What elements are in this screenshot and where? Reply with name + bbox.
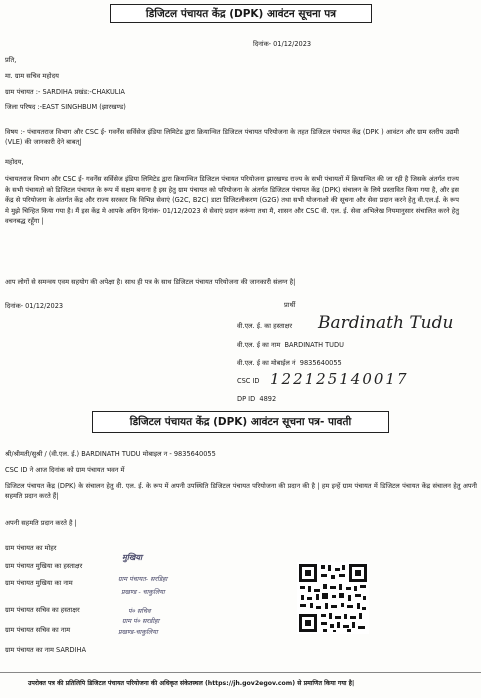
vle-mobile bbox=[237, 359, 342, 368]
subject: विषय :- पंचायतराज विभाग और CSC ई- गवर्नेंस सर्विसेज इंडिया लिमिटेड द्वारा क्रियान्वित डिजिटल पंचायत परियोजना के तहत डिजिटल पंचायत केंद्र (DPK ) आवंटन और ग्राम स्तरीय उद्यमी (VLE) की जानकारी देने बाबत्| bbox=[5, 128, 459, 147]
vle-name-value: BARDINATH TUDU bbox=[284, 341, 344, 349]
document-title bbox=[110, 4, 372, 23]
csc-id-value: 122125140017 bbox=[270, 370, 409, 388]
mukhiya-name-label: ग्राम पंचायत मुखिया का नाम bbox=[5, 579, 73, 587]
prati: प्रति, bbox=[5, 56, 17, 64]
seal-label: ग्राम पंचायत का मोहर bbox=[5, 544, 57, 552]
vle-sign-label: वी.एल. ई. का हस्ताक्षर bbox=[237, 322, 293, 330]
gp-name: ग्राम पंचायत का नाम SARDIHA bbox=[5, 646, 86, 654]
dp-id bbox=[237, 395, 276, 404]
stamp-sachiv: पं० सचिव bbox=[128, 607, 151, 615]
cooperation-line: आप लोगों से समन्वय एवम सहयोग की अपेक्षा है। साथ ही पत्र के साथ डिजिटल पंचायत परियोजना की जानकारी संलग्न है| bbox=[5, 278, 296, 286]
addressee-line-3: जिला परिषद :-EAST SINGHBUM (झारखण्ड) bbox=[5, 103, 126, 111]
vle-signature: Bardinath Tudu bbox=[318, 313, 454, 333]
stamp-block-chakulia-2: प्रखण्ड-चाकुलिया bbox=[118, 628, 158, 636]
vle-mobile-value: 9835640055 bbox=[299, 359, 342, 367]
addressee-line-1: मा. ग्राम सचिव महोदय bbox=[5, 72, 59, 80]
stamp-block-chakulia: प्रखण्ड - चाकुलिया bbox=[121, 588, 165, 596]
date-top: दिनांक- 01/12/2023 bbox=[253, 40, 312, 48]
mukhiya-sign-label: ग्राम पंचायत मुखिया का हस्ताक्षर bbox=[5, 562, 83, 570]
footer-divider bbox=[0, 672, 481, 673]
dp-id-value: 4892 bbox=[259, 395, 277, 403]
letter-body: पंचायतराज विभाग और CSC ई- गवर्नेंस सर्विसेज इंडिया लिमिटेड द्वारा क्रियान्वित डिजिटल पंचायत परियोजना झारखण्ड राज्य के सभी पंचायतों में क्रियान्वित की जा रही है जिसके अंतर्गत राज्य के सभी पंचायतो को डिजिटल पंचायत के रूप में सक्षम बनाना है इस हेतु ग्राम पंचायत को परियोजना के अंतर्गत डिजिटल पंचायत केंद्र (DPK) संचालन के लिये प्रस्तावित किया गया है, और इस केंद्र से परियोजना के अंतर्गत केंद्र और राज्य सरकार कि विभिन्न सेवाएं (G2C, B2C) डाटा डिजिटलीकरण (G2G) तथा सभी योजनाओ की सूचना और सेवा प्रदान करने हेतु वी.एल.ई. के रूप मे मुझे चिन्हित किया गया है। मैं इस केंद्र मे आपके अधिन दिनांक- 01/12/2023 से सेवाएं प्रदान करूंगा तथा मै, शासन और CSC वी. एल. ई. सेवा अभिलेख नियमानुसार संचालित करने हेतु वचनबद्ध रहूँगा | bbox=[5, 175, 459, 226]
qr-code bbox=[297, 562, 369, 634]
csc-id-label: CSC ID bbox=[237, 377, 260, 385]
vle-name-label-text: वी.एल. ई का नाम bbox=[237, 341, 281, 349]
ack-title bbox=[92, 411, 389, 433]
ack-line-2: CSC ID ने आज दिनांक को ग्राम पंचायत भवन में bbox=[5, 466, 125, 474]
vle-mobile-label: वी.एल. ई का मोबाईल नं bbox=[237, 359, 296, 367]
stamp-mukhiya: मुखिया bbox=[122, 553, 143, 562]
document-title-text: डिजिटल पंचायत केंद्र (DPK) आवंटन सूचना पत्र bbox=[145, 7, 337, 20]
dp-id-label: DP ID bbox=[237, 395, 256, 403]
ack-line-1: श्री/श्रीमती/सुश्री / (वी.एल. ई.) BARDINATH TUDU मोबाइल न - 9835640055 bbox=[5, 450, 216, 458]
sachiv-sign-label: ग्राम पंचायत सचिव का हस्ताक्षर bbox=[5, 606, 80, 614]
vle-name-label bbox=[237, 341, 344, 350]
salutation: महोदय, bbox=[5, 158, 24, 166]
footer-note: उपरोक्त पत्र की प्रतिलिपि डिजिटल पंचायत परियोजना की अधिकृत संकेतस्थल (https://jh.gov2egov.com) से प्रमाणित किया गया है| bbox=[28, 680, 355, 687]
ack-title-text: डिजिटल पंचायत केंद्र (DPK) आवंटन सूचना पत्र- पावती bbox=[129, 416, 352, 428]
applicant-heading: प्रार्थी bbox=[284, 301, 296, 309]
addressee-line-2: ग्राम पंचायत :- SARDIHA प्रखंड:-CHAKULIA bbox=[5, 88, 125, 96]
sachiv-name-label: ग्राम पंचायत सचिव का नाम bbox=[5, 626, 71, 634]
ack-line-4: अपनी सहमति प्रदान करते है | bbox=[5, 519, 77, 527]
ack-line-3: डिजिटल पंचायत केंद्र (DPK) के संचालन हेतु वी. एल. ई. के रूप में अपनी उपस्थिति डिजिटल पंचायत परियोजना की प्रदान की है | हम इन्हें ग्राम पंचायत में डिजिटल पंचायत केंद्र संचालन हेतु अपनी सहमति प्रदान करते हैं| bbox=[5, 482, 477, 500]
stamp-gp-sardiha: ग्राम पंचायत- सरडिहा bbox=[118, 575, 168, 583]
stamp-gp-sardiha-2: ग्राम पं० सरडीहा bbox=[122, 617, 160, 625]
date-bottom: दिनांक- 01/12/2023 bbox=[5, 302, 64, 310]
